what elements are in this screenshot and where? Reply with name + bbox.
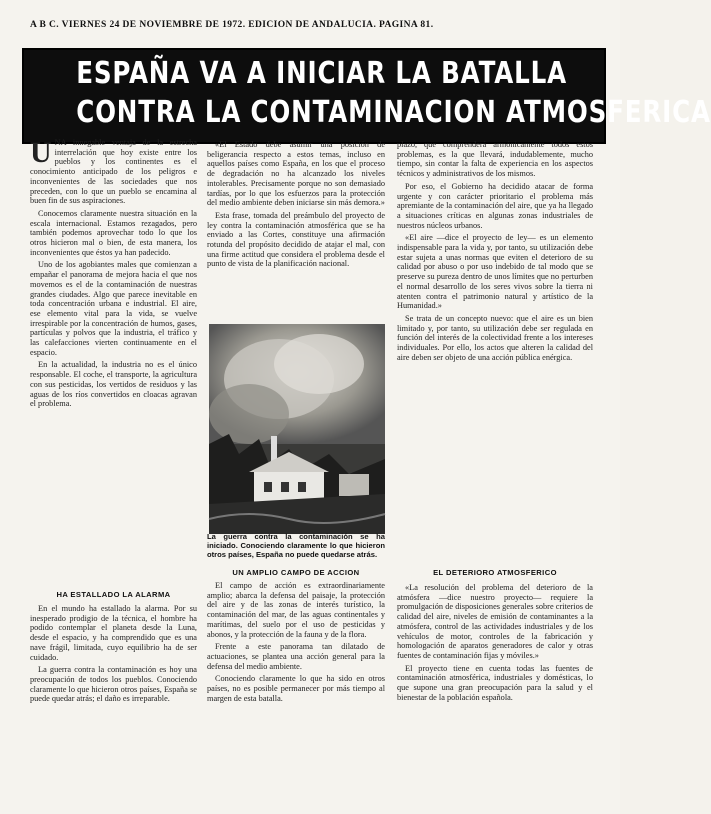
paragraph: plazo, que comprenderá armónicamente todos estos problemas, es la que llevará, indudablemente, mucho tiempo, sin contar la falta de experiencia en los aspectos técnicos y administrativos de los mismos. <box>397 140 593 179</box>
paragraph: En el mundo ha estallado la alarma. Por su inesperado prodigio de la técnica, el hombre ha podido contemplar el planeta desde la Luna, desde el espacio, y ha comprendido que es una nave frágil, limitada, cuyo equilibrio ha de ser cuidado. <box>30 604 197 662</box>
article-column-3 <box>397 140 593 562</box>
factory-smoke-image <box>209 324 385 534</box>
subheading-alarma: HA ESTALLADO LA ALARMA <box>56 590 171 599</box>
paragraph: Por eso, el Gobierno ha decidido atacar de forma urgente y con carácter prioritario el problema más apremiante de la contaminación del aire, que ya ha llegado a situaciones críticas en algunas zonas industriales de nuestros núcleos urbanos. <box>397 181 593 230</box>
article-column-2-top <box>207 140 385 320</box>
headline-line-2: CONTRA LA CONTAMINACION ATMOSFERICA <box>76 95 711 130</box>
drop-cap: U <box>30 136 52 169</box>
paragraph: «El aire —dice el proyecto de ley— es un elemento indispensable para la vida y, por tanto, su utilización debe estar sujeta a unas normas que eviten el deterioro de su calidad por abuso o por uso indebido de tal modo que se preserve su pureza dentro de unos límites que no perturben el normal desarrollo de los seres vivos sobre la tierra ni atenten contra el patrimonio natural y artístico de la Humanidad.» <box>397 233 593 311</box>
headline-line-1: ESPAÑA VA A INICIAR LA BATALLA <box>76 56 568 91</box>
paragraph: NA innegable ventaja de la estrecha interrelación que hoy existe entre los pueblos y los continentes es el conocimiento anticipado de los peligros e inconvenientes de las sociedades que nos preceden, con lo que un pueblo se encamina al buen fin de sus aspiraciones. <box>30 138 197 206</box>
paragraph: «El Estado debe asumir una posición de beligerancia respecto a estos temas, incluso en aquellos países como España, en los que el proceso de degradación no ha alcanzado los niveles intolerables. Precisamente porque no son demasiado tardías, por lo que los esfuerzos para la protección del medio ambiente deben iniciarse sin más demora.» <box>207 140 385 208</box>
running-head: A B C. VIERNES 24 DE NOVIEMBRE DE 1972. EDICION DE ANDALUCIA. PAGINA 81. <box>30 20 434 30</box>
paragraph: En la actualidad, la industria no es el único responsable. El coche, el transporte, la agricultura con sus pesticidas, los vertidos de residuos y las aguas de los ríos convertidos en cloacas agravan el problema. <box>30 360 197 409</box>
photo-caption: La guerra contra la contaminación se ha iniciado. Conociendo claramente lo que hicieron otros países, España no puede quedarse atrás. <box>207 532 385 559</box>
paragraph: Conociendo claramente lo que ha sido en otros países, no es posible permanecer por más tiempo al margen de esta batalla. <box>207 674 385 703</box>
headline-banner <box>22 48 711 144</box>
paragraph: Esta frase, tomada del preámbulo del proyecto de ley contra la contaminación atmosférica que se ha enviado a las Cortes, constituye una afirmación rotunda del propósito decidido de atajar el mal, con una firme actitud que considera el problema desde el punto de vista de la planificación nacional. <box>207 210 385 269</box>
paragraph: Conocemos claramente nuestra situación en la escala internacional. Estamos rezagados, pero también podemos aprovechar todo lo que los otros hicieron mal o bien, de esta manera, los inconvenientes que éstos ya han padecido. <box>30 208 197 257</box>
article-column-1-lower <box>30 604 197 796</box>
contamination-photo <box>209 324 385 534</box>
subheading-deterioro: EL DETERIORO ATMOSFERICO <box>433 568 557 577</box>
article-column-2-lower <box>207 581 385 801</box>
article-column-3-lower <box>397 583 593 801</box>
subheading-campo-accion: UN AMPLIO CAMPO DE ACCION <box>232 568 360 577</box>
paragraph: El campo de acción es extraordinariamente amplio; abarca la defensa del paisaje, la protección del aire y de las zonas de interés turístico, la contaminación del mar, de las aguas continentales y marítimas, del suelo por el uso de pesticidas y abonos, y la protección de la fauna y de la flora. <box>207 581 385 639</box>
paragraph: El proyecto tiene en cuenta todas las fuentes de contaminación atmosférica, industriales y domésticas, lo que supone una gran preocupación para la salud y el bienestar de la población española. <box>397 663 593 702</box>
paragraph: Se trata de un concepto nuevo: que el aire es un bien limitado y, por tanto, su utilización debe ser regulada en función del interés de la colectividad frente a los intereses individuales. Por ello, los actos que alteren la calidad del aire deben ser objeto de una acción pública enérgica. <box>397 313 593 362</box>
paragraph: La guerra contra la contaminación es hoy una preocupación de todos los pueblos. Conociendo claramente lo que hicieron otros países, España se puede quedar atrás; el daño es irreparable. <box>30 665 197 704</box>
paragraph: Uno de los agobiantes males que comienzan a empañar el panorama de mejora hacia el que nos movemos es el de la contaminación de nuestras grandes ciudades. Algo que parece inevitable en toda concentración urbana e industrial. El aire, ese elemento vital para la vida, se vuelve irrespirable por la concentración de humos, gases, partículas y polvos que la industria, el tráfico y las calefacciones vierten continuamente en el espacio. <box>30 260 197 357</box>
paragraph: «La resolución del problema del deterioro de la atmósfera —dice nuestro proyecto— requiere la promulgación de disposiciones generales sobre criterios de calidad del aire, niveles de emisión de contaminantes a la atmósfera, control de las actividades industriales y de los vehículos de motor, controles de la fabricación y homologación de aparatos generadores de calor y otras fuentes de contaminación fijas y móviles.» <box>397 583 593 660</box>
article-column-1 <box>30 138 197 588</box>
paragraph: Frente a este panorama tan dilatado de actuaciones, se plantea una acción general para la defensa del medio ambiente. <box>207 642 385 671</box>
